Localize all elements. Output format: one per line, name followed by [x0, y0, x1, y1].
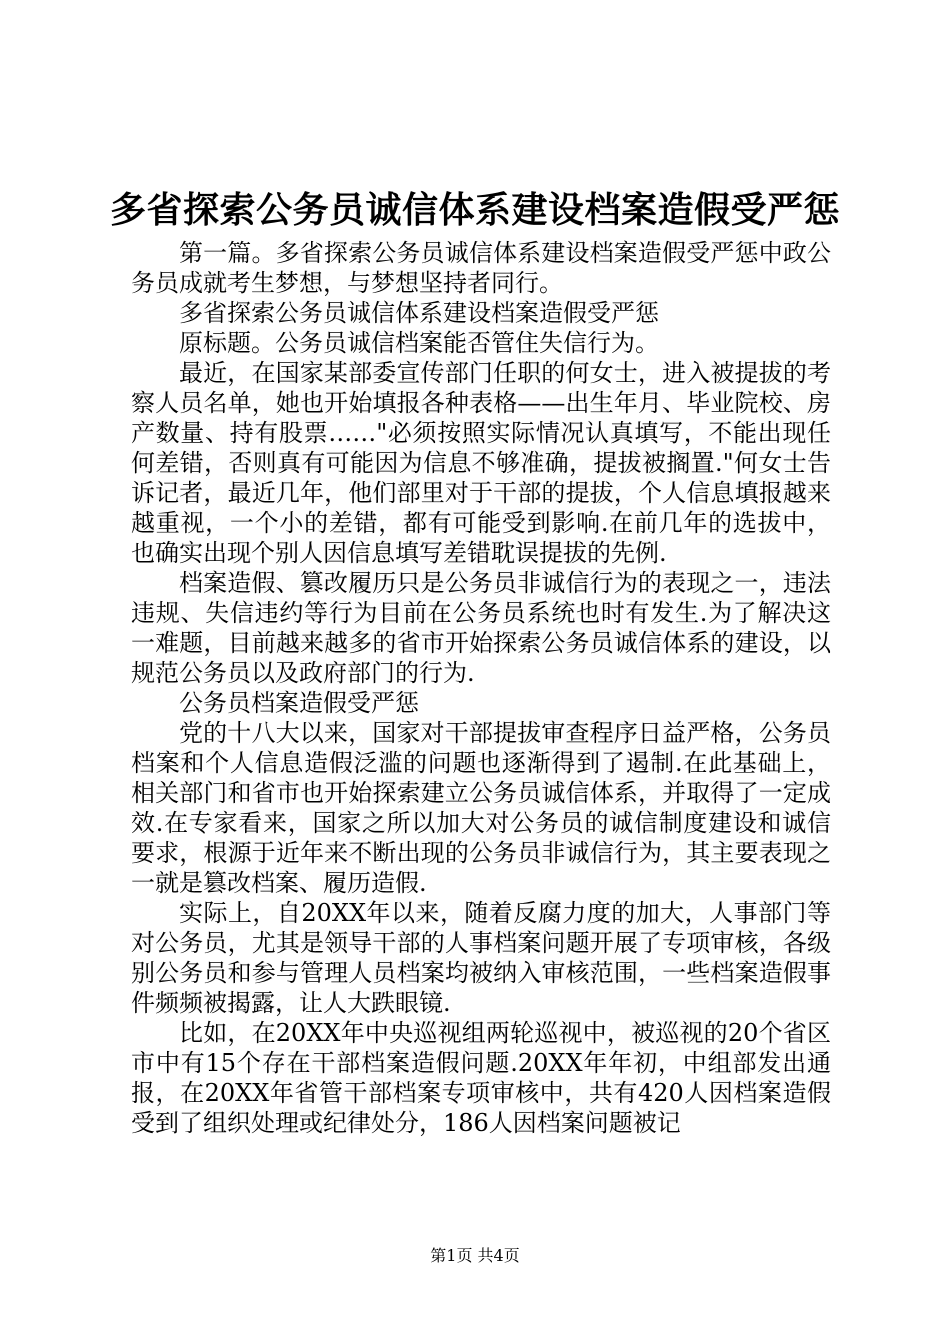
paragraph: 最近，在国家某部委宣传部门任职的何女士，进入被提拔的考察人员名单，她也开始填报各种表格——出生年月、毕业院校、房产数量、持有股票……"必须按照实际情况认真填写，不能出现任何差错，否则真有可能因为信息不够准确，提拔被搁置."何女士告诉记者，最近几年，他们部里对于干部的提拔，个人信息填报越来越重视，一个小的差错，都有可能受到影响.在前几年的选拔中，也确实出现个别人因信息填写差错耽误提拔的先例.	[131, 359, 831, 567]
section-heading: 公务员档案造假受严惩	[179, 689, 419, 717]
document-body	[131, 238, 831, 1138]
paragraph: 党的十八大以来，国家对干部提拔审查程序日益严格，公务员档案和个人信息造假泛滥的问题也逐渐得到了遏制.在此基础上，相关部门和省市也开始探索建立公务员诚信体系，并取得了一定成效.在专家看来，国家之所以加大对公务员的诚信制度建设和诚信要求，根源于近年来不断出现的公务员非诚信行为，其主要表现之一就是篡改档案、履历造假.	[131, 719, 831, 897]
paragraph: 多省探索公务员诚信体系建设档案造假受严惩	[179, 299, 659, 327]
page-footer: 第1页 共4页	[430, 1246, 520, 1265]
document-title: 多省探索公务员诚信体系建设档案造假受严惩	[109, 189, 840, 231]
paragraph: 原标题。公务员诚信档案能否管住失信行为。	[179, 329, 659, 357]
paragraph: 第一篇。多省探索公务员诚信体系建设档案造假受严惩中政公务员成就考生梦想，与梦想坚持者同行。	[131, 239, 831, 297]
paragraph: 档案造假、篡改履历只是公务员非诚信行为的表现之一，违法违规、失信违约等行为目前在公务员系统也时有发生.为了解决这一难题，目前越来越多的省市开始探索公务员诚信体系的建设，以规范公务员以及政府部门的行为.	[131, 569, 831, 687]
paragraph: 比如，在20XX年中央巡视组两轮巡视中，被巡视的20个省区市中有15个存在干部档案造假问题.20XX年年初，中组部发出通报，在20XX年省管干部档案专项审核中，共有420人因档案造假受到了组织处理或纪律处分，186人因档案问题被记	[131, 1019, 831, 1137]
paragraph: 实际上，自20XX年以来，随着反腐力度的加大，人事部门等对公务员，尤其是领导干部的人事档案问题开展了专项审核，各级别公务员和参与管理人员档案均被纳入审核范围，一些档案造假事件频频被揭露，让人大跌眼镜.	[131, 899, 831, 1017]
